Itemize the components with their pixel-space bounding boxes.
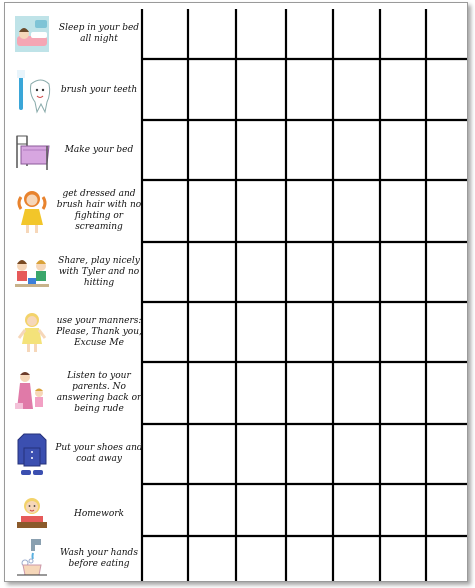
girl-dressed-icon — [11, 187, 53, 235]
task-row-sleep — [11, 11, 145, 57]
chore-chart-sheet — [4, 2, 468, 582]
task-label: Homework — [73, 508, 124, 519]
hand-washing-icon — [11, 535, 53, 583]
task-row-manners — [11, 303, 145, 361]
polite-girl-icon — [11, 308, 53, 356]
task-label: Put your shoes and coat away — [55, 443, 143, 464]
task-label: Sleep in your bed all night — [58, 23, 140, 44]
task-label: Wash your hands before eating — [60, 548, 138, 569]
task-row-shoes-coat — [11, 425, 145, 483]
mother-child-icon — [11, 369, 53, 417]
toothbrush-tooth-icon — [11, 66, 53, 114]
task-row-share-play — [11, 243, 145, 301]
task-label: Listen to your parents. No answering back or being rude — [56, 371, 142, 414]
task-row-get-dressed — [11, 181, 145, 241]
coat-shoes-icon — [11, 430, 53, 478]
task-label: Make your bed — [64, 144, 134, 155]
task-row-make-bed — [11, 121, 145, 179]
task-row-brush-teeth — [11, 61, 145, 119]
task-label: brush your teeth — [60, 84, 138, 95]
task-label: get dressed and brush hair with no fighting or screaming — [56, 189, 142, 232]
kids-playing-icon — [11, 248, 53, 296]
bed-sleeping-icon — [11, 10, 53, 58]
task-label: use your manners: Please, Thank you, Excuse Me — [56, 315, 142, 348]
homework-child-icon — [11, 490, 53, 538]
task-label: Share, play nicely with Tyler and no hitting — [58, 255, 140, 288]
bed-icon — [11, 126, 53, 174]
task-row-listen-parents — [11, 363, 145, 423]
task-row-wash-hands — [11, 537, 145, 581]
